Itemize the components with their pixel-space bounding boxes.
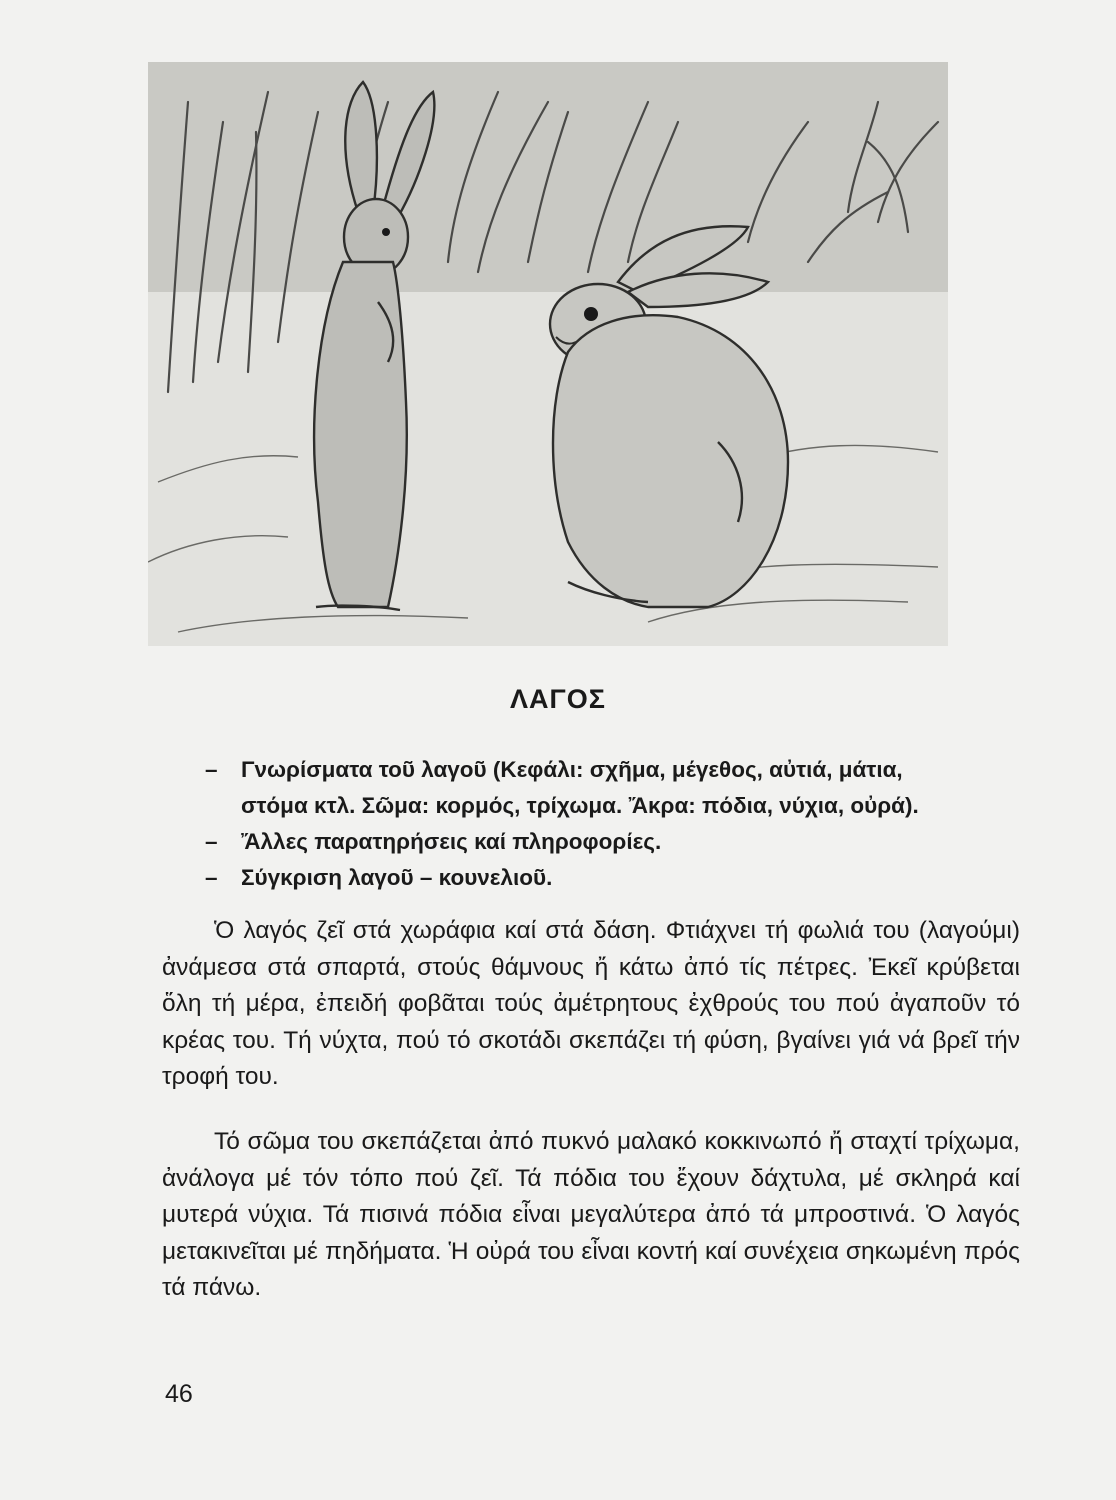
hares-illustration	[148, 62, 948, 646]
paragraph-text: Τό σῶμα του σκεπάζεται ἀπό πυκνό μαλακό κοκκινωπό ἤ σταχτί τρίχωμα, ἀνάλογα μέ τόν τόπο πού ζεῖ. Τά πόδια του ἔχουν δάχτυλα, μέ σκληρά καί μυτερά νύχια. Τά πισινά πόδια εἶναι μεγαλύτερα ἀπό τά μπροστινά. Ὁ λαγός μετακινεῖται μέ πηδήματα. Ἡ οὐρά του εἶναι κοντή καί συνέχεια σηκωμένη πρός τά πάνω.	[162, 1128, 1020, 1301]
observation-guide	[205, 752, 965, 896]
guide-item-text: Σύγκριση λαγοῦ – κουνελιοῦ.	[241, 865, 553, 890]
guide-item	[205, 860, 965, 896]
paragraph-text: Ὁ λαγός ζεῖ στά χωράφια καί στά δάση. Φτιάχνει τή φωλιά του (λαγούμι) ἀνάμεσα στά σπαρτά, στούς θάμνους ἤ κάτω ἀπό τίς πέτρες. Ἐκεῖ κρύβεται ὅλη τή μέρα, ἐπειδή φοβᾶται τούς ἀμέτρητους ἐχθρούς του πού ἀγαποῦν τό κρέας του. Τή νύχτα, πού τό σκοτάδι σκεπάζει τή φύση, βγαίνει γιά νά βρεῖ τήν τροφή του.	[162, 917, 1020, 1090]
guide-dash: –	[205, 865, 218, 890]
page-title: ΛΑΓΟΣ	[510, 684, 606, 714]
guide-dash: –	[205, 757, 218, 782]
two-hares-illustration-icon	[148, 62, 948, 646]
page-number: 46	[165, 1380, 193, 1408]
body-paragraph-body	[162, 1124, 1020, 1307]
guide-item-text: Γνωρίσματα τοῦ λαγοῦ (Κεφάλι: σχῆμα, μέγεθος, αὐτιά, μάτια, στόμα κτλ. Σῶμα: κορμός, τρίχωμα. Ἄκρα: πόδια, νύχια, οὐρά).	[241, 757, 919, 818]
guide-item	[205, 752, 965, 824]
body-paragraph-habitat	[162, 913, 1020, 1096]
guide-item	[205, 824, 965, 860]
guide-item-text: Ἄλλες παρατηρήσεις καί πληροφορίες.	[241, 829, 662, 854]
guide-dash: –	[205, 829, 218, 854]
